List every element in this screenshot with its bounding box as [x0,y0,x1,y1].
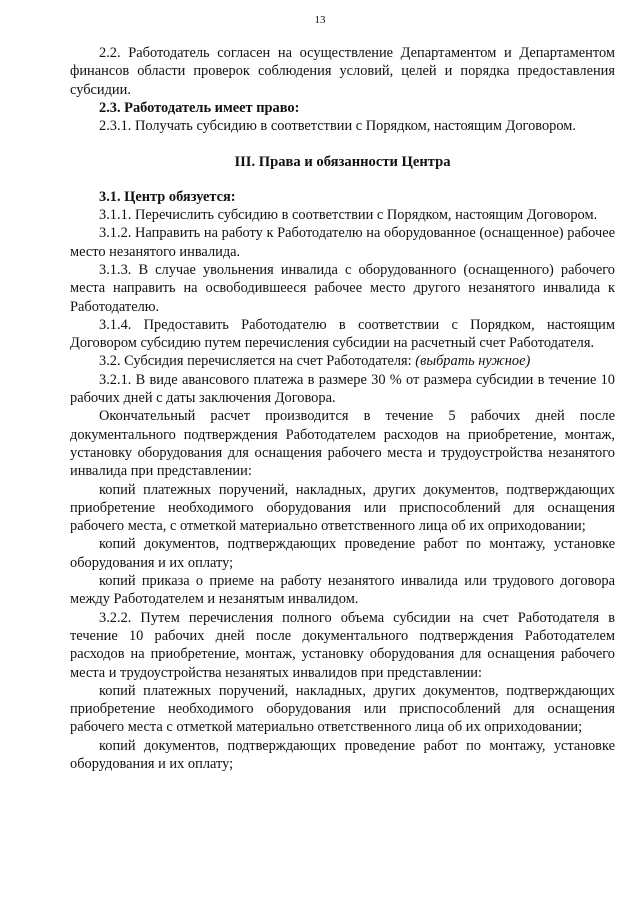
paragraph-2-2: 2.2. Работодатель согласен на осуществление Департаментом и Департаментом финансов области проверок соблюдения условий, целей и порядка предоставления субсидии. [70,45,615,98]
paragraph-3-1-4: 3.1.4. Предоставить Работодателю в соответствии с Порядком, настоящим Договором субсидию путем перечисления субсидии на расчетный счет Работодателя. [70,316,615,352]
paragraph-3-1-3: 3.1.3. В случае увольнения инвалида с оборудованного (оснащенного) рабочего места направить на освободившееся рабочее место другого незанятого инвалида к Работодателю. [70,261,615,315]
section-3-title: III. Права и обязанности Центра [234,154,451,171]
paragraph-3-1-2: 3.1.2. Направить на работу к Работодателю на оборудованное (оснащенное) рабочее место незанятого инвалида. [70,225,615,260]
paragraph-copies-payments-1: копий платежных поручений, накладных, других документов, подтверждающих приобретение необходимого оборудования или приспособлений для оснащения рабочего места, с отметкой материально ответственного лица об их оприходовании; [70,481,615,535]
paragraph-copies-order: копий приказа о приеме на работу незанятого инвалида или трудового договора между Работодателем и незанятым инвалидом. [70,573,615,608]
paragraph-copies-install-2: копий документов, подтверждающих проведение работ по монтажу, установке оборудования и их оплату; [70,737,615,772]
page-number: 13 [314,14,326,26]
paragraph-3-2-lead: 3.2. Субсидия перечисляется на счет Работодателя: [99,353,416,370]
document-body [70,44,615,773]
paragraph-2-3-1: 2.3.1. Получать субсидию в соответствии с Порядком, настоящим Договором. [99,118,576,135]
heading-3-1: 3.1. Центр обязуется: [99,188,236,205]
paragraph-copies-install-1: копий документов, подтверждающих проведение работ по монтажу, установке оборудования и их оплату; [70,536,615,571]
paragraph-3-2-note: (выбрать нужное) [415,353,531,370]
paragraph-copies-payments-2: копий платежных поручений, накладных, других документов, подтверждающих приобретение необходимого оборудования или приспособлений для оснащения рабочего места с отметкой материально ответственного лица об их оприходовании; [70,682,615,736]
paragraph-3-2-1: 3.2.1. В виде авансового платежа в размере 30 % от размера субсидии в течение 10 рабочих дней с даты заключения Договора. [70,371,615,407]
heading-2-3: 2.3. Работодатель имеет право: [99,99,300,116]
paragraph-3-2 [70,352,615,370]
paragraph-3-1-1: 3.1.1. Перечислить субсидию в соответствии с Порядком, настоящим Договором. [99,207,598,224]
paragraph-3-2-2: 3.2.2. Путем перечисления полного объема субсидии на счет Работодателя в течение 10 рабочих дней после документального подтверждения Работодателем расходов на приобретение, монтаж, установку оборудования для оснащения рабочего места и трудоустройства незанятых инвалидов при представлении: [70,609,615,681]
paragraph-final-calc: Окончательный расчет производится в течение 5 рабочих дней после документального подтверждения Работодателем расходов на приобретение, монтаж, установку оборудования для оснащения рабочего места и трудоустройства незанятого инвалида при представлении: [70,408,615,480]
